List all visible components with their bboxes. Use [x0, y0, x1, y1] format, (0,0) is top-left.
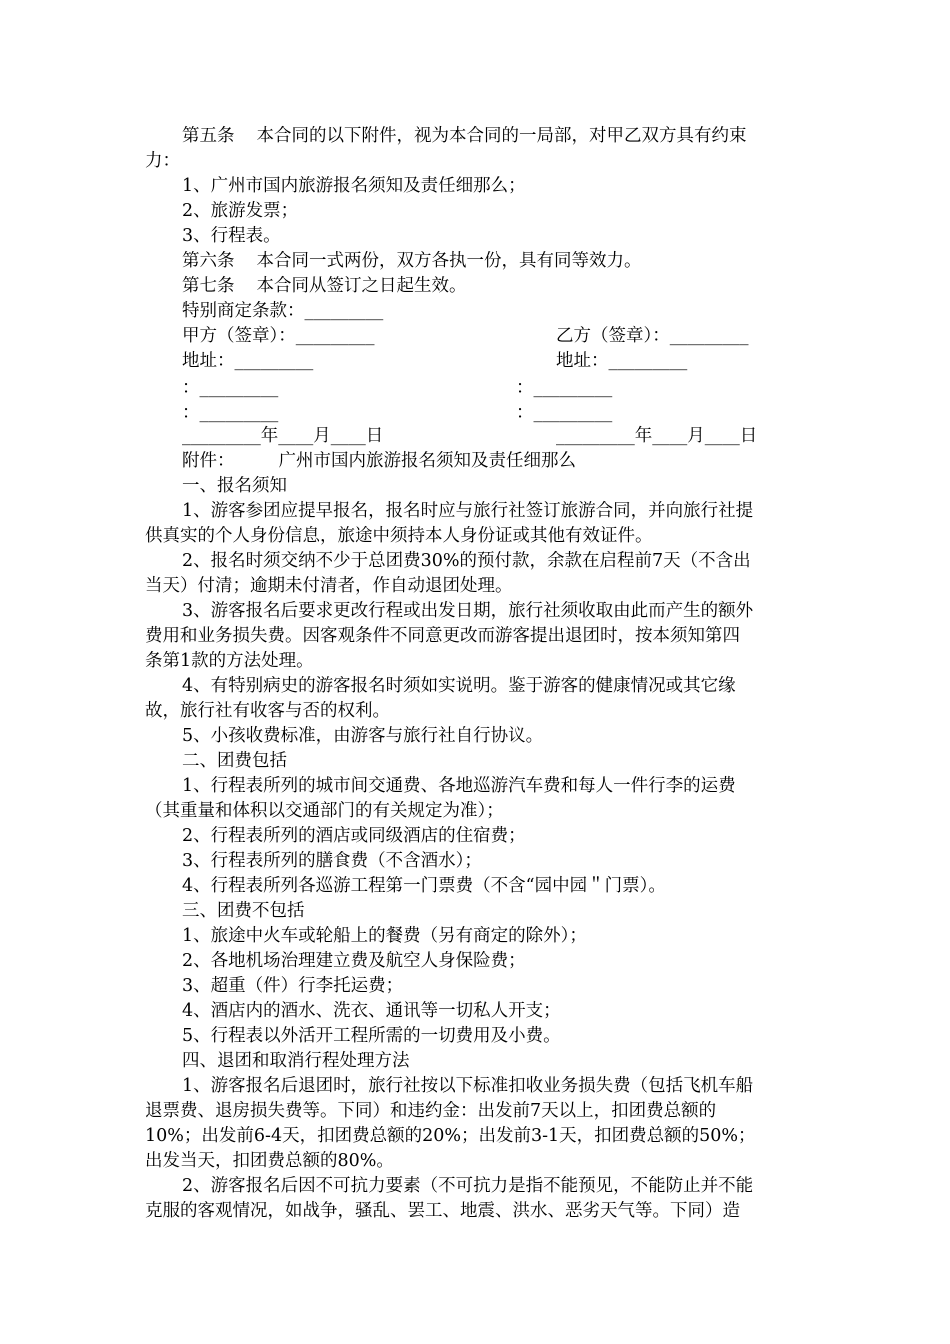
- section-heading: 三、团费不包括: [182, 901, 305, 921]
- party-a-signature: 甲方（签章）：_________: [182, 326, 375, 346]
- section-heading: 二、团费包括: [182, 751, 287, 771]
- paragraph-line: 1、游客参团应提早报名，报名时应与旅行社签订旅游合同，并向旅行社提: [182, 501, 754, 521]
- paragraph-line: 供真实的个人身份信息，旅途中须持本人身份证或其他有效证件。: [145, 526, 653, 546]
- attachment-item: 1、广州市国内旅游报名须知及责任细那么；: [182, 176, 526, 196]
- article-text: 本合同从签订之日起生效。: [256, 276, 467, 296]
- paragraph-line: 3、游客报名后要求更改行程或出发日期，旅行社须收取由此而产生的额外: [182, 601, 754, 621]
- paragraph-line: 3、行程表所列的膳食费（不含酒水）；: [182, 851, 482, 871]
- party-a-blank: ：_________: [182, 403, 279, 423]
- paragraph-line: 4、行程表所列各巡游工程第一门票费（不含“园中园＂门票）。: [182, 876, 666, 896]
- paragraph-line: 当天）付清；逾期未付清者，作自动退团处理。: [145, 576, 513, 596]
- paragraph-line: 2、报名时须交纳不少于总团费30%的预付款，余款在启程前7天（不含出: [182, 551, 751, 571]
- article-text: 本合同的以下附件，视为本合同的一局部，对甲乙双方具有约束: [256, 126, 747, 146]
- paragraph-line: 退票费、退房损失费等。下同）和违约金：出发前7天以上，扣团费总额的: [145, 1101, 717, 1121]
- paragraph-line: 条第1款的方法处理。: [145, 651, 314, 671]
- list-item: 1、旅途中火车或轮船上的餐费（另有商定的除外）；: [182, 926, 587, 946]
- paragraph-line: 4、有特别病史的游客报名时须如实说明。鉴于游客的健康情况或其它缘: [182, 676, 736, 696]
- appendix-title: [182, 449, 842, 474]
- paragraph-line: 费用和业务损失费。因客观条件不同意更改而游客提出退团时，按本须知第四: [145, 626, 740, 646]
- article-5-cont: 力：: [145, 151, 180, 171]
- article-7: [182, 274, 842, 299]
- appendix-label: 附件：: [182, 451, 235, 471]
- party-b-signature: 乙方（签章）：_________: [556, 326, 749, 346]
- paragraph-line: （其重量和体积以交通部门的有关规定为准）；: [145, 801, 504, 821]
- attachment-item: 3、行程表。: [182, 226, 281, 246]
- article-5: [182, 124, 842, 149]
- party-a-blank: ：_________: [182, 378, 279, 398]
- section-heading: 四、退团和取消行程处理方法: [182, 1051, 410, 1071]
- party-b-blank: ：_________: [516, 378, 613, 398]
- paragraph-line: 故，旅行社有收客与否的权利。: [145, 701, 390, 721]
- paragraph-line: 1、行程表所列的城市间交通费、各地巡游汽车费和每人一件行李的运费: [182, 776, 736, 796]
- party-a-date: _________年____月____日: [182, 426, 384, 446]
- party-b-address: 地址：_________: [556, 351, 688, 371]
- paragraph-line: 10%；出发前6-4天，扣团费总额的20%；出发前3-1天，扣团费总额的50%；: [145, 1126, 756, 1146]
- paragraph-line: 克服的客观情况，如战争，骚乱、罢工、地震、洪水、恶劣天气等。下同）造: [145, 1201, 740, 1221]
- list-item: 5、行程表以外活开工程所需的一切费用及小费。: [182, 1026, 561, 1046]
- party-a-address: 地址：_________: [182, 351, 314, 371]
- paragraph-line: 5、小孩收费标准，由游客与旅行社自行协议。: [182, 726, 544, 746]
- list-item: 2、各地机场治理建立费及航空人身保险费；: [182, 951, 526, 971]
- article-text: 本合同一式两份，双方各执一份，具有同等效力。: [256, 251, 642, 271]
- attachment-item: 2、旅游发票；: [182, 201, 299, 221]
- section-heading: 一、报名须知: [182, 476, 287, 496]
- article-6: [182, 249, 842, 274]
- list-item: 4、酒店内的酒水、洗衣、通讯等一切私人开支；: [182, 1001, 561, 1021]
- appendix-name: 广州市国内旅游报名须知及责任细那么: [278, 451, 576, 471]
- paragraph-line: 1、游客报名后退团时，旅行社按以下标准扣收业务损失费（包括飞机车船: [182, 1076, 754, 1096]
- paragraph-line: 出发当天，扣团费总额的80%。: [145, 1151, 394, 1171]
- paragraph-line: 2、行程表所列的酒店或同级酒店的住宿费；: [182, 826, 526, 846]
- article-number: 第七条: [182, 276, 235, 296]
- article-number: 第六条: [182, 251, 235, 271]
- party-b-date: _________年____月____日: [556, 426, 758, 446]
- list-item: 3、超重（件）行李托运费；: [182, 976, 404, 996]
- paragraph-line: 2、游客报名后因不可抗力要素（不可抗力是指不能预见，不能防止并不能: [182, 1176, 754, 1196]
- special-terms: 特别商定条款：_________: [182, 301, 384, 321]
- article-number: 第五条: [182, 126, 235, 146]
- party-b-blank: ：_________: [516, 403, 613, 423]
